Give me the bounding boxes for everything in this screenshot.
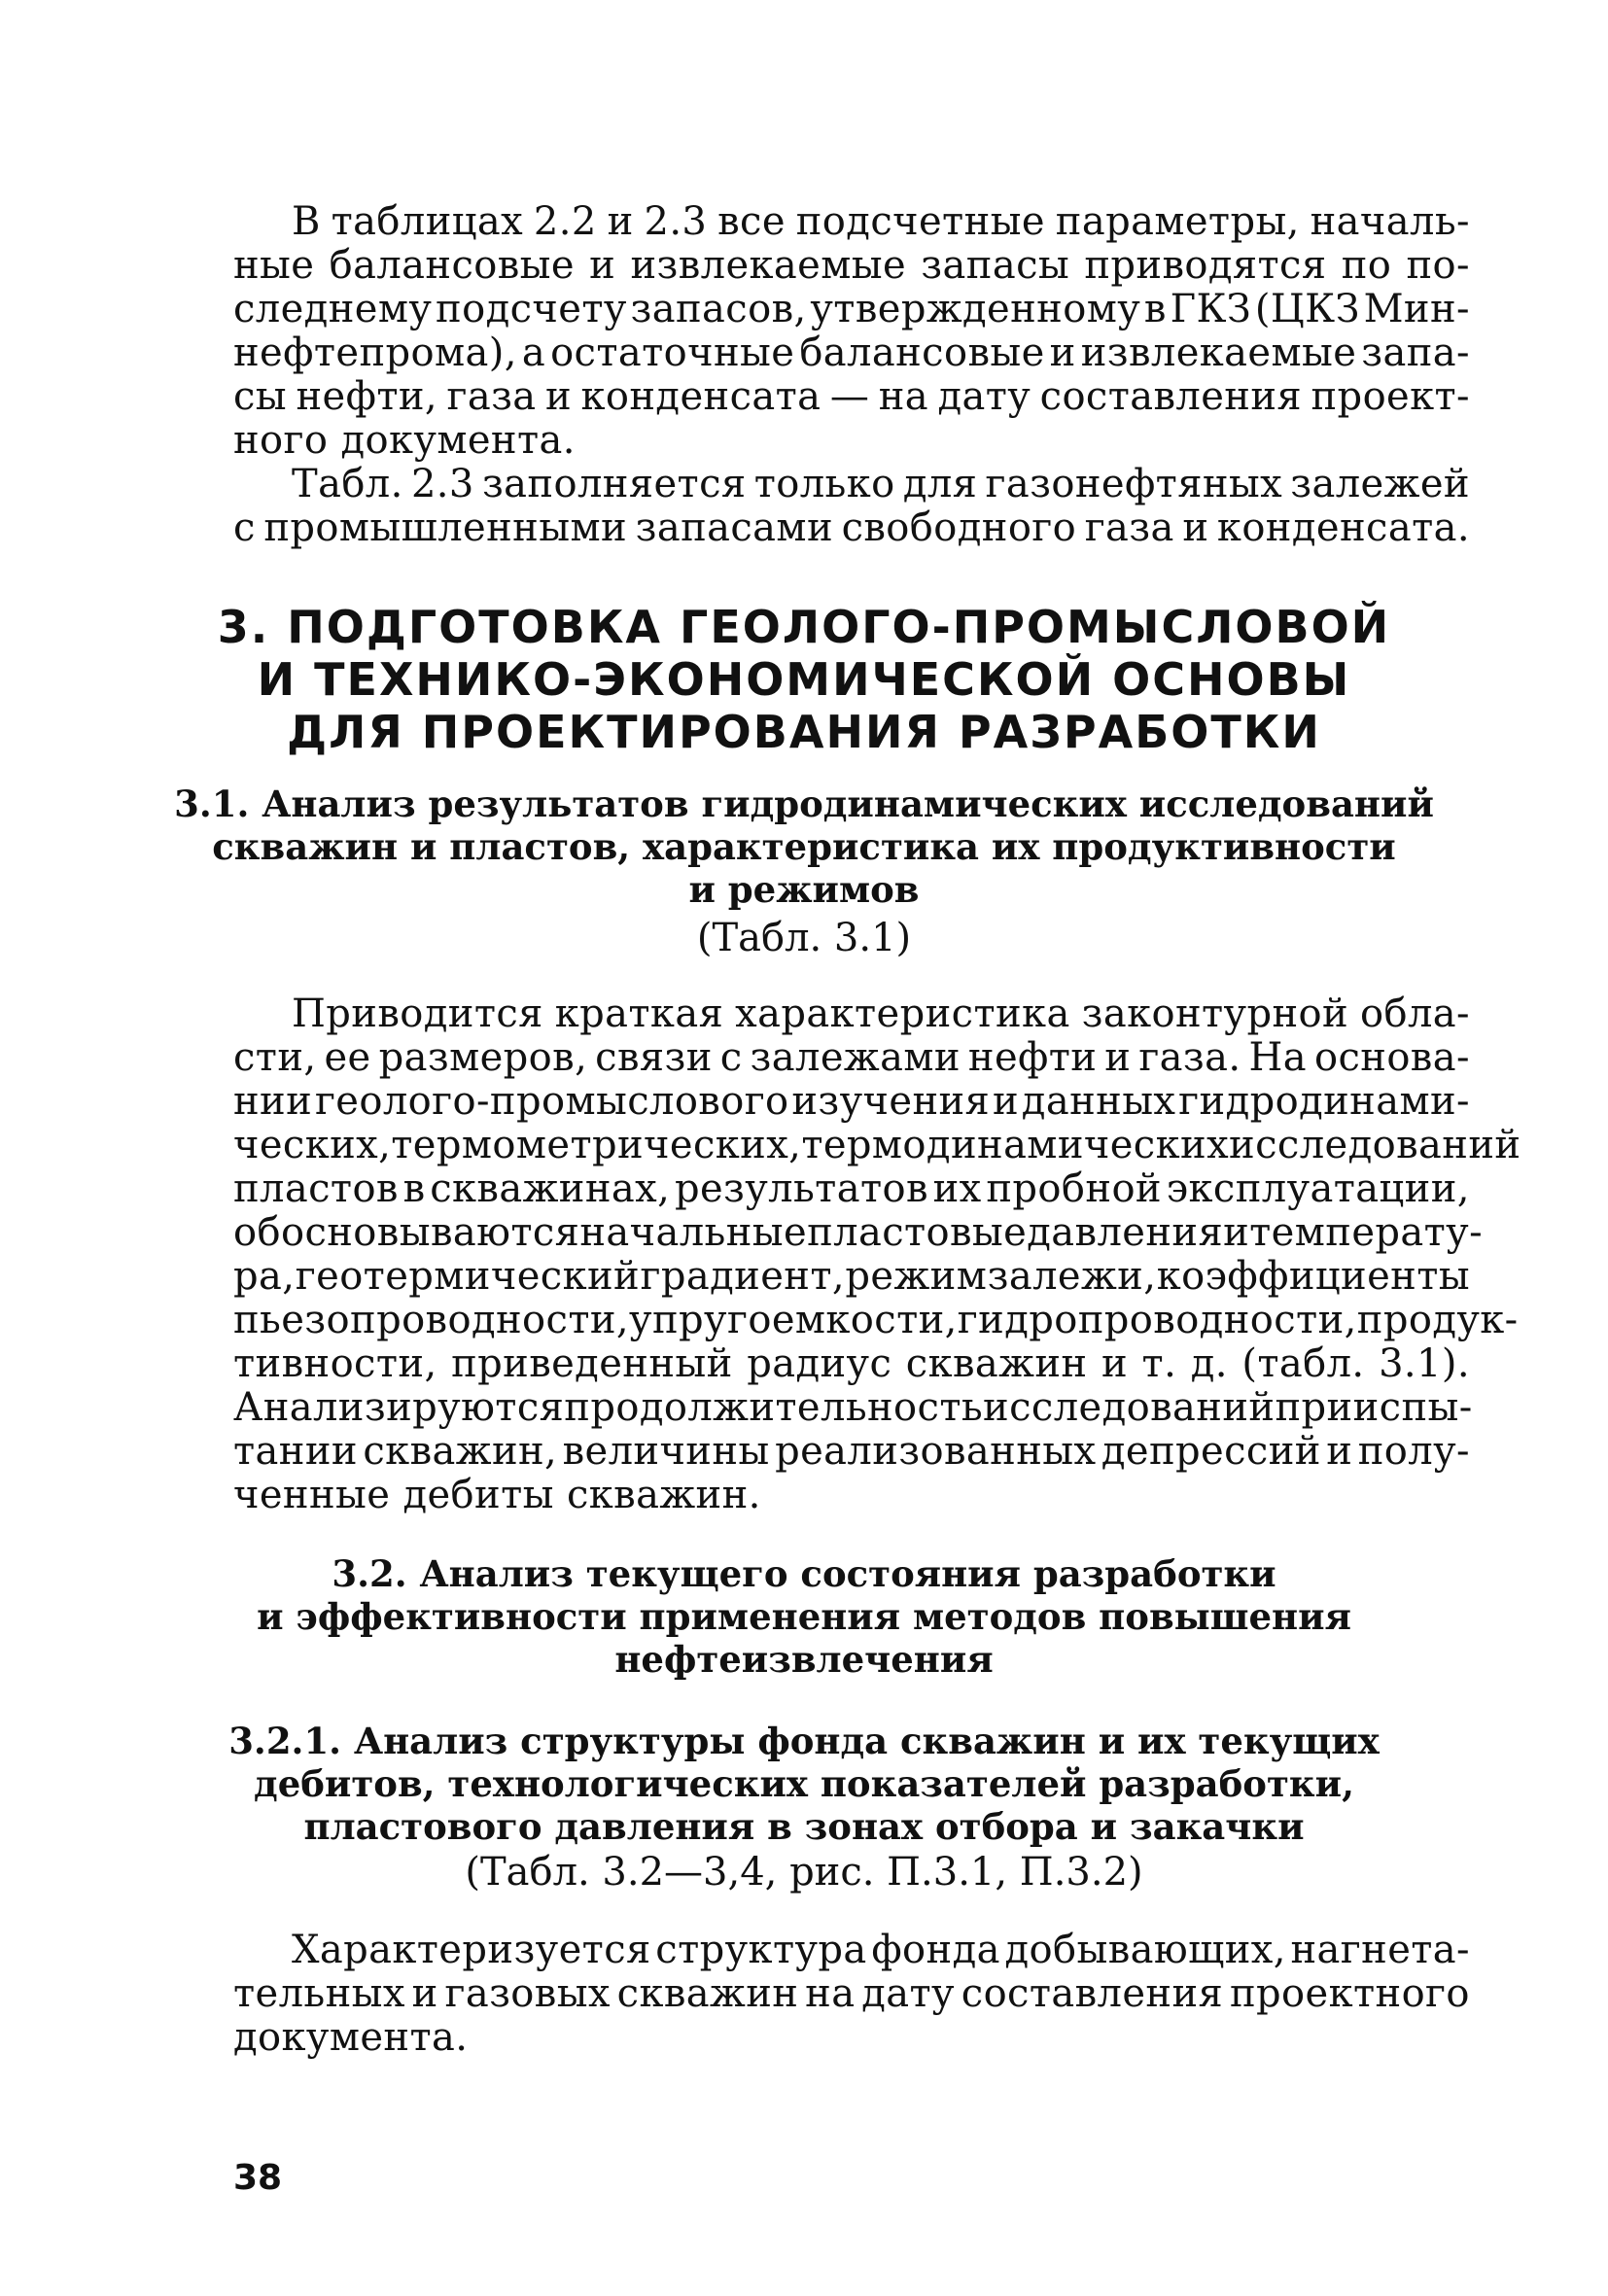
word: геолого-промыслового (314, 1079, 789, 1124)
word: Приводится (292, 991, 543, 1036)
word: 3.1). (1379, 1341, 1470, 1386)
word: гидродинами- (1178, 1079, 1470, 1124)
word: скважин (616, 1971, 799, 2016)
word: характеристика (735, 991, 1070, 1036)
word: ее (324, 1035, 371, 1080)
word: остаточные (550, 330, 795, 375)
paragraph-line (0, 1298, 1608, 1342)
word: подсчетные (795, 199, 1045, 244)
word: В (292, 199, 321, 244)
word: обосновываются (233, 1210, 580, 1255)
word: дату (937, 374, 1031, 419)
word: и (544, 374, 573, 419)
word: обла- (1360, 991, 1470, 1036)
word: фонда (871, 1928, 1000, 1972)
word: извлекаемые (630, 243, 907, 288)
word: промышленными (263, 505, 628, 550)
word: залежами (750, 1035, 961, 1080)
subsection-heading-line: и эффективности применения методов повышения (257, 1595, 1351, 1638)
word: с (233, 505, 256, 550)
section-heading-line: ДЛЯ ПРОЕКТИРОВАНИЯ РАЗРАБОТКИ (287, 706, 1321, 758)
word: гидропроводности, (957, 1298, 1357, 1342)
paragraph-line (0, 1341, 1608, 1386)
word: балансовые (329, 243, 575, 288)
subsection-figure-reference: (Табл. 3.2—3,4, рис. П.3.1, П.3.2) (465, 1850, 1143, 1895)
word: упругоемкости, (629, 1298, 958, 1342)
word: (табл. (1241, 1341, 1365, 1386)
paragraph-line (0, 1210, 1608, 1255)
subsection-heading-line: нефтеизвлечения (614, 1638, 994, 1681)
paragraph-line (0, 462, 1608, 506)
word: подсчету (436, 287, 627, 331)
paragraph-line (0, 991, 1608, 1036)
word: 2.3 (644, 199, 708, 244)
word: законтурной (1081, 991, 1349, 1036)
word: извлекаемые (1080, 330, 1357, 375)
word: конденсата (580, 374, 821, 419)
paragraph-line (0, 287, 1608, 331)
word: испы- (1352, 1385, 1473, 1430)
word: запа- (1361, 330, 1470, 375)
word: и (1223, 1210, 1250, 1255)
word: приведенный (451, 1341, 733, 1386)
word: добывающих, (1004, 1928, 1286, 1972)
word: газа (446, 374, 537, 419)
word: пластов (233, 1166, 399, 1211)
word: сти, (233, 1035, 317, 1080)
word: изучения (791, 1079, 991, 1124)
word: скважин (905, 1341, 1088, 1386)
word: конденсата. (1216, 505, 1470, 550)
word: — (829, 374, 870, 419)
paragraph-line (0, 1971, 1608, 2016)
subsection-heading-line: пластового давления в зонах отбора и закачки (303, 1805, 1305, 1848)
word: и (992, 1079, 1020, 1124)
word: термометрических, (391, 1123, 802, 1167)
word: продук- (1356, 1298, 1519, 1342)
paragraph-line: документа. (233, 2015, 469, 2060)
word: газа. (1138, 1035, 1241, 1080)
word: и (1182, 505, 1209, 550)
word: режим (845, 1254, 988, 1299)
paragraph-line: ченные дебиты скважин. (233, 1473, 761, 1517)
word: и (589, 243, 616, 288)
word: залежей (1290, 462, 1470, 506)
word: газовых (444, 1971, 611, 2016)
word: давления (1027, 1210, 1224, 1255)
word: запасами (635, 505, 834, 550)
word: только (753, 462, 895, 506)
word: продолжительность (564, 1385, 984, 1430)
word: градиент, (640, 1254, 845, 1299)
section-heading-line: И ТЕХНИКО-ЭКОНОМИЧЕСКОЙ ОСНОВЫ (257, 653, 1351, 706)
word: краткая (554, 991, 724, 1036)
word: Мин- (1363, 287, 1470, 331)
word: данных (1021, 1079, 1176, 1124)
paragraph-line (0, 1079, 1608, 1124)
word: параметры, (1055, 199, 1300, 244)
word: запасы (921, 243, 1070, 288)
word: температу- (1249, 1210, 1484, 1255)
word: нагнета- (1290, 1928, 1470, 1972)
word: скважин, (363, 1429, 558, 1474)
word: на (878, 374, 929, 419)
word: Анализируются (233, 1385, 565, 1430)
word: нефти, (296, 374, 438, 419)
word: Характеризуется (292, 1928, 651, 1972)
word: исследований (983, 1385, 1276, 1430)
paragraph-line (0, 1035, 1608, 1080)
word: таблицах (331, 199, 524, 244)
word: Табл. (292, 462, 403, 506)
word: структура (655, 1928, 867, 1972)
word: газа (1084, 505, 1174, 550)
word: полу- (1357, 1429, 1470, 1474)
subsection-heading-line: 3.1. Анализ результатов гидродинамических исследований (174, 783, 1434, 825)
word: нефтепрома), (233, 330, 517, 375)
word: по- (1406, 243, 1470, 288)
subsection-heading-line: дебитов, технологических показателей разработки, (254, 1762, 1354, 1805)
word: тании (233, 1429, 358, 1474)
word: сы (233, 374, 288, 419)
word: геотермический (295, 1254, 641, 1299)
word: нефти (967, 1035, 1098, 1080)
word: для (902, 462, 978, 506)
word: газонефтяных (985, 462, 1283, 506)
word: с (719, 1035, 743, 1080)
word: ГКЗ (1170, 287, 1252, 331)
paragraph-line (0, 1928, 1608, 1972)
word: на (805, 1971, 856, 2016)
paragraph-line (0, 330, 1608, 375)
paragraph-line: ного документа. (233, 418, 576, 463)
word: 2.3 (410, 462, 474, 506)
word: в (402, 1166, 426, 1211)
subsection-heading-line: и режимов (688, 868, 920, 911)
word: (ЦКЗ (1254, 287, 1360, 331)
word: ные (233, 243, 315, 288)
word: все (717, 199, 786, 244)
word: начальные (579, 1210, 808, 1255)
word: скважинах, (430, 1166, 671, 1211)
word: пластовые (807, 1210, 1028, 1255)
page-number: 38 (233, 2158, 283, 2198)
word: приводятся (1084, 243, 1327, 288)
word: На (1248, 1035, 1308, 1080)
word: д. (1190, 1341, 1228, 1386)
word: проектного (1229, 1971, 1470, 2016)
word: запасов, (630, 287, 807, 331)
subsection-table-reference: (Табл. 3.1) (696, 916, 912, 960)
word: началь- (1310, 199, 1470, 244)
word: т. (1141, 1341, 1177, 1386)
word: и (607, 199, 634, 244)
word: депрессий (1101, 1429, 1321, 1474)
paragraph-line (0, 1385, 1608, 1430)
word: пьезопроводности, (233, 1298, 630, 1342)
paragraph-line (0, 1166, 1608, 1211)
word: 2.2 (533, 199, 597, 244)
word: пробной (986, 1166, 1162, 1211)
subsection-heading-line: 3.2. Анализ текущего состояния разработки (332, 1552, 1276, 1595)
word: по (1341, 243, 1392, 288)
subsection-heading-line: 3.2.1. Анализ структуры фонда скважин и их текущих (228, 1720, 1380, 1762)
word: залежи, (987, 1254, 1157, 1299)
word: основа- (1313, 1035, 1470, 1080)
word: коэффициенты (1156, 1254, 1470, 1299)
word: составления (1039, 374, 1303, 419)
word: составления (961, 1971, 1224, 2016)
paragraph-line (0, 1123, 1608, 1167)
word: следнему (233, 287, 433, 331)
word: нии (233, 1079, 313, 1124)
word: радиус (747, 1341, 892, 1386)
word: заполняется (481, 462, 747, 506)
word: исследований (1229, 1123, 1521, 1167)
paragraph-line (0, 199, 1608, 244)
paragraph-line (0, 1254, 1608, 1299)
word: при (1275, 1385, 1353, 1430)
word: связи (595, 1035, 713, 1080)
word: размеров, (378, 1035, 588, 1080)
word: ческих, (233, 1123, 392, 1167)
word: и (1104, 1035, 1132, 1080)
word: тивности, (233, 1341, 437, 1386)
word: термодинамических (801, 1123, 1230, 1167)
word: тельных (233, 1971, 405, 2016)
word: и (1049, 330, 1076, 375)
word: а (521, 330, 546, 375)
word: эксплуатации, (1166, 1166, 1470, 1211)
word: и (1101, 1341, 1129, 1386)
word: свободного (841, 505, 1077, 550)
word: ра, (233, 1254, 296, 1299)
word: их (932, 1166, 982, 1211)
word: дату (861, 1971, 955, 2016)
word: результатов (674, 1166, 928, 1211)
section-heading-line: 3. ПОДГОТОВКА ГЕОЛОГО-ПРОМЫСЛОВОЙ (217, 601, 1391, 653)
paragraph-line (0, 243, 1608, 288)
word: балансовые (799, 330, 1045, 375)
word: утвержденному (810, 287, 1141, 331)
word: и (411, 1971, 438, 2016)
paragraph-line (0, 1429, 1608, 1474)
word: реализованных (775, 1429, 1097, 1474)
word: проект- (1311, 374, 1470, 419)
word: в (1143, 287, 1167, 331)
word: и (1326, 1429, 1353, 1474)
subsection-heading-line: скважин и пластов, характеристика их продуктивности (212, 825, 1396, 868)
word: величины (562, 1429, 770, 1474)
paragraph-line (0, 505, 1608, 550)
paragraph-line (0, 374, 1608, 419)
